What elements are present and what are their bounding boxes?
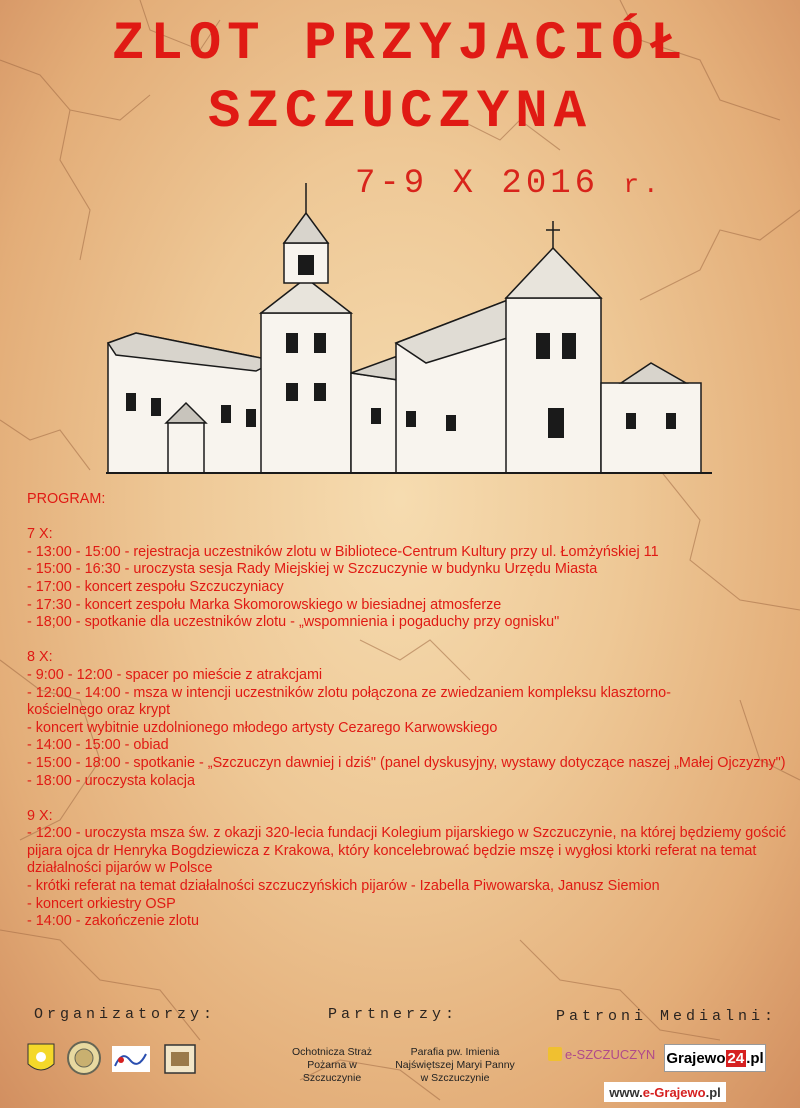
day-9-item-4: - 14:00 - zakończenie zlotu [27, 913, 199, 930]
day-9-label: 9 X: [27, 807, 53, 824]
organizer-logo-2-icon [66, 1040, 102, 1076]
partner-osp: Ochotnicza Straż Pożarna w Szczuczynie [292, 1046, 372, 1084]
day-8-item-4: - 14:00 - 15:00 - obiad [27, 737, 169, 754]
organizer-logo-4-icon [164, 1044, 196, 1074]
grajewo24-num: 24 [727, 1049, 745, 1067]
day-8-item-2: - 12:00 - 14:00 - msza w intencji uczestników zlotu połączona ze zwiedzaniem kompleksu klasztorno-kościelnego oraz krypt [27, 684, 671, 719]
title-line-2: SZCZUCZYNA [207, 82, 593, 143]
event-date-main: 7-9 X 2016 [355, 165, 600, 203]
day-8-label: 8 X: [27, 649, 53, 666]
e-szczuczyn-logo-icon [548, 1047, 562, 1061]
title-line-1: ZLOT PRZYJACIÓŁ [111, 14, 689, 75]
day-8-item-6: - 18:00 - uroczysta kolacja [27, 772, 195, 789]
patron-e-szczuczyn-label: e-SZCZUCZYN [565, 1046, 656, 1062]
day-8-section [27, 649, 797, 790]
day-7-label: 7 X: [27, 526, 53, 543]
patron-e-szczuczyn [548, 1044, 655, 1064]
program-section [27, 491, 797, 948]
event-date-suffix: r. [623, 170, 663, 200]
organizers-heading: Organizatorzy: [34, 1006, 217, 1023]
egrajewo-mid: e-Grajewo [642, 1084, 706, 1100]
grajewo24-post: .pl [746, 1049, 764, 1067]
day-7-item-4: - 17:30 - koncert zespołu Marka Skomorowskiego w biesiadnej atmosferze [27, 596, 502, 613]
partner-parafia: Parafia pw. Imienia Najświętszej Maryi Panny w Szczuczynie [395, 1046, 515, 1084]
day-7-item-1: - 13:00 - 15:00 - rejestracja uczestników zlotu w Bibliotece-Centrum Kultury przy ul. Łomżyńskiej 11 [27, 543, 659, 560]
day-7-item-5: - 18;00 - spotkanie dla uczestników zlotu - „wspomnienia i pogaduchy przy ognisku" [27, 614, 560, 631]
egrajewo-pre: www. [609, 1084, 643, 1100]
day-7-item-2: - 15:00 - 16:30 - uroczysta sesja Rady Miejskiej w Szczuczynie w budynku Urzędu Miasta [27, 561, 598, 578]
church-illustration [106, 183, 712, 483]
day-8-item-1: - 9:00 - 12:00 - spacer po mieście z atrakcjami [27, 666, 323, 683]
patron-egrajewo [604, 1082, 726, 1102]
day-9-item-1: - 12:00 - uroczysta msza św. z okazji 320-lecia fundacji Kolegium pijarskiego w Szczuczynie, na której będziemy gościć pijara ojca dr Henryka Bogdziewicza z Krakowa, który koncelebrować będzie mszę i wygłosi ktorki referat na temat działalności pijarów w Polsce [27, 825, 787, 877]
patron-grajewo24 [664, 1044, 766, 1072]
day-9-item-3: - koncert orkiestry OSP [27, 895, 176, 912]
organizer-logo-1-icon [26, 1042, 56, 1076]
day-7-item-3: - 17:00 - koncert zespołu Szczuczyniacy [27, 578, 284, 595]
day-7-section [27, 526, 797, 632]
program-heading: PROGRAM: [27, 491, 106, 507]
grajewo24-pre: Grajewo [666, 1049, 726, 1067]
day-9-item-2: - krótki referat na temat działalności szczuczyńskich pijarów - Izabella Piwowarska, Janusz Siemion [27, 878, 660, 895]
day-8-item-3: - koncert wybitnie uzdolnionego młodego artysty Cezarego Karwowskiego [27, 719, 498, 736]
organizer-logo-3-icon [112, 1046, 150, 1072]
egrajewo-post: .pl [705, 1084, 721, 1100]
partners-heading: Partnerzy: [328, 1006, 459, 1023]
day-9-section [27, 808, 797, 931]
day-8-item-5: - 15:00 - 18:00 - spotkanie - „Szczuczyn dawniej i dziś" (panel dyskusyjny, wystawy dotyczące naszej „Małej Ojczyzny") [27, 754, 786, 771]
patrons-heading: Patroni Medialni: [556, 1008, 778, 1025]
